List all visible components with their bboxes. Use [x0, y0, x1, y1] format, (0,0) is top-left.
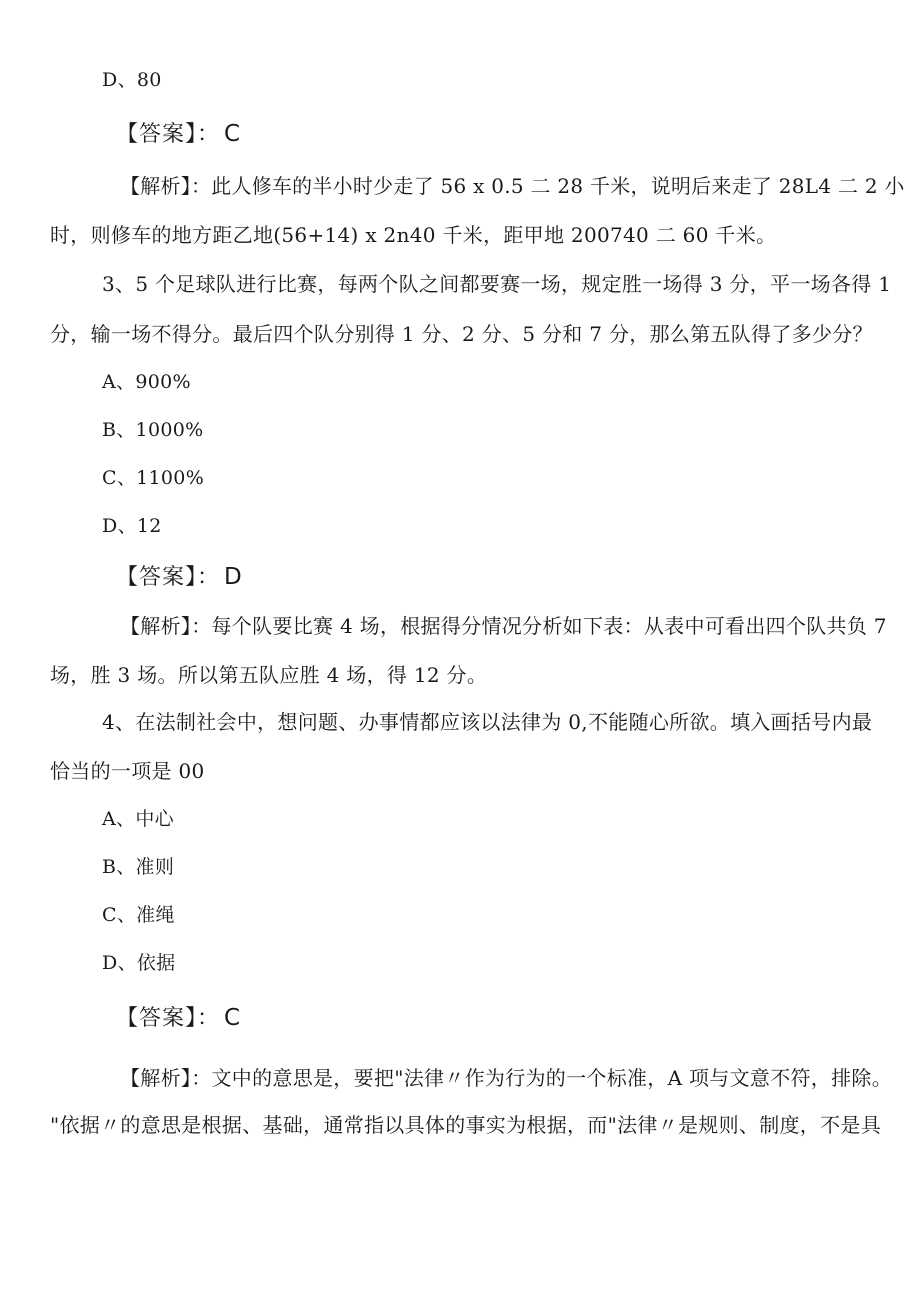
q3-analysis-line2: 场，胜 3 场。所以第五队应胜 4 场，得 12 分。	[50, 663, 488, 687]
q4-option-b: B、准则	[102, 856, 175, 878]
q3-answer-label: 【答案】：	[116, 565, 221, 590]
q4-answer-label: 【答案】：	[116, 1006, 221, 1031]
q4-analysis-line2: "依据〃的意思是根据、基础，通常指以具体的事实为根据，而"法律〃是规则、制度，不是具	[50, 1113, 881, 1137]
q4-answer-value: C	[224, 1005, 242, 1031]
q4-answer	[116, 1004, 241, 1033]
q2-option-d: D、80	[102, 69, 162, 91]
q3-analysis-line1: 【解析】：每个队要比赛 4 场，根据得分情况分析如下表：从表中可看出四个队共负 7	[120, 614, 887, 638]
q3-answer-value: D	[224, 564, 243, 590]
q2-answer-value: C	[224, 121, 242, 147]
q3-option-d: D、12	[102, 515, 162, 537]
q4-option-c: C、准绳	[102, 904, 175, 926]
q2-answer-label: 【答案】：	[116, 122, 221, 147]
q4-stem-line2: 恰当的一项是 00	[50, 759, 205, 783]
q4-option-d: D、依据	[102, 952, 176, 974]
q4-option-a: A、中心	[102, 808, 174, 830]
q2-analysis-line1: 【解析】：此人修车的半小时少走了 56 x 0.5 二 28 千米，说明后来走了 28L4 二 2 小	[120, 174, 905, 198]
q4-stem-line1: 4、在法制社会中，想问题、办事情都应该以法律为 0,不能随心所欲。填入画括号内最	[102, 710, 873, 734]
q3-answer	[116, 563, 243, 592]
q4-analysis-line1: 【解析】：文中的意思是，要把"法律〃作为行为的一个标准，A 项与文意不符，排除。	[120, 1066, 892, 1090]
q2-answer	[116, 120, 241, 149]
q3-option-b: B、1000%	[102, 419, 204, 441]
q3-option-c: C、1100%	[102, 467, 205, 489]
q3-stem-line2: 分，输一场不得分。最后四个队分别得 1 分、2 分、5 分和 7 分，那么第五队得了多少分？	[50, 322, 873, 346]
q2-analysis-line2: 时，则修车的地方距乙地(56+14) x 2n40 千米，距甲地 200740 二 60 千米。	[50, 223, 777, 247]
q3-option-a: A、900%	[102, 371, 191, 393]
q3-stem-line1: 3、5 个足球队进行比赛，每两个队之间都要赛一场，规定胜一场得 3 分，平一场各得 1	[102, 272, 892, 296]
